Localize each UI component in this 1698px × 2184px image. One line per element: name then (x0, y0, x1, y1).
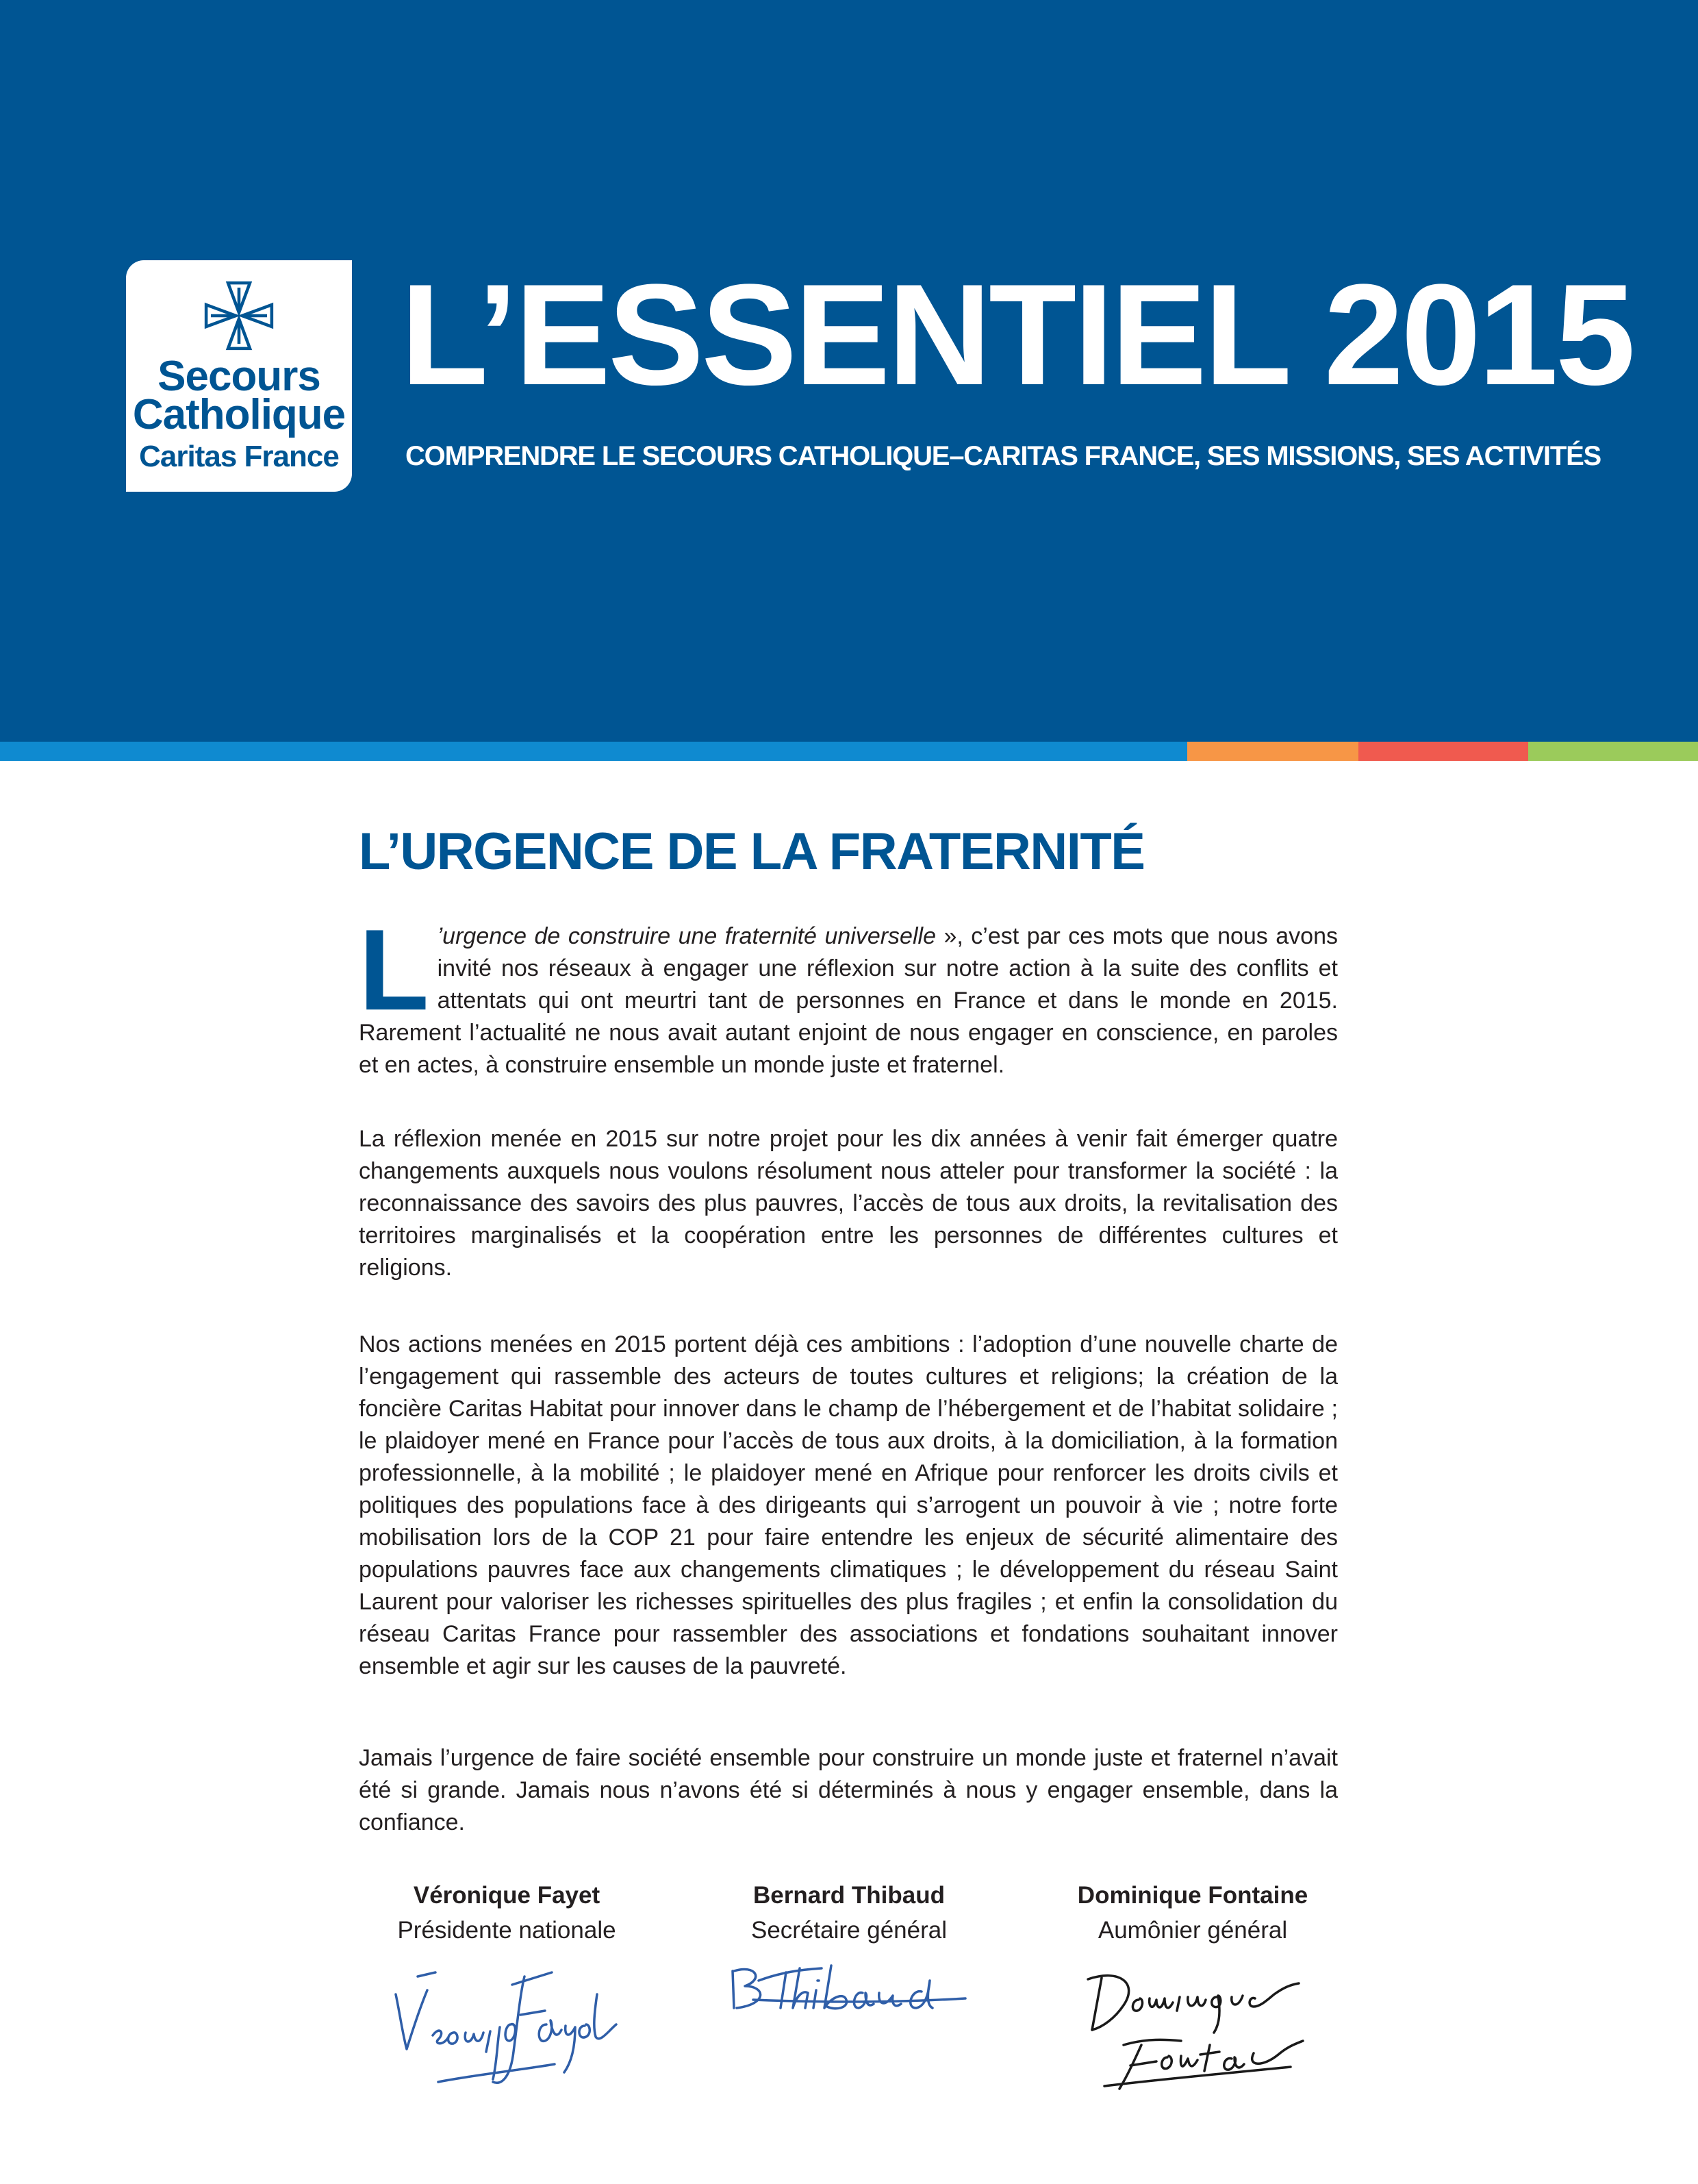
logo-text-line-3: Caritas France (139, 440, 339, 473)
signature-dominique-fontaine (1085, 1964, 1304, 2094)
signatory-3 (1022, 1878, 1364, 1948)
article-paragraph-1-text: », c’est par ces mots que nous avons invité nos réseaux à engager une réflexion sur notre action à la suite des conflits et attentats qui ont meurtri tant de personnes en France et dans le monde en 2015. Rarement l’actualité ne nous avait autant enjoint de nous engager en conscience, en paroles et en actes, à construire ensemble un monde juste et fraternel. (359, 923, 1338, 1078)
signatory-role: Aumônier général (1098, 1917, 1288, 1944)
article-title: L’URGENCE DE LA FRATERNITÉ (359, 823, 1145, 881)
article-paragraph-1 (359, 905, 1338, 1081)
maltese-cross-icon (200, 277, 278, 355)
signature-bernard-thibaud (726, 1960, 972, 2035)
logo-text-line-1: Secours (157, 353, 320, 400)
stripe-blue (0, 742, 1187, 761)
article-paragraph-2: La réflexion menée en 2015 sur notre projet pour les dix années à venir fait émerger quatre changements auxquels nous voulons résolument nous atteler pour transformer la société : la reconnaissance des savoirs des plus pauvres, l’accès de tous aux droits, la revitalisation des territoires marginalisés et la coopération entre les personnes de différentes cultures et religions. (359, 1126, 1338, 1281)
signatory-name: Véronique Fayet (413, 1882, 600, 1909)
logo-text-line-2: Catholique (132, 391, 346, 438)
article-quote: ’urgence de construire une fraternité universelle (437, 923, 936, 949)
signature-veronique-fayet (390, 1959, 623, 2096)
header-banner (0, 0, 1698, 742)
signatory-name: Dominique Fontaine (1077, 1882, 1308, 1909)
article-paragraph-3: Nos actions menées en 2015 portent déjà ces ambitions : l’adoption d’une nouvelle charte de l’engagement qui rassemble des acteurs de toutes cultures et religions; la création de la foncière Caritas Habitat pour innover dans le champ de l’hébergement et de l’habitat solidaire ; le plaidoyer mené en France pour l’accès de tous aux droits, à la domiciliation, à la formation professionnelle, à la mobilité ; le plaidoyer mené en Afrique pour renforcer les droits civils et politiques des populations face à des dirigeants qui s’arrogent un pouvoir à vie ; notre forte mobilisation lors de la COP 21 pour faire entendre les enjeux de sécurité alimentaire des populations pauvres face aux changements climatiques ; le développement du réseau Saint Laurent pour valoriser les richesses spirituelles des plus fragiles ; et enfin la consolidation du réseau Caritas France pour rassembler des associations et fondations souhaitant innover ensemble et agir sur les causes de la pauvreté. (359, 1331, 1338, 1679)
logo (126, 260, 352, 492)
page-title: L’ESSENTIEL 2015 (401, 254, 1633, 415)
signatory-name: Bernard Thibaud (752, 1882, 946, 1909)
signatory-1 (335, 1878, 678, 1948)
stripe-green (1528, 742, 1698, 761)
signatory-2 (678, 1878, 1020, 1948)
signatory-role: Secrétaire général (751, 1917, 947, 1944)
stripe-orange (1187, 742, 1358, 761)
color-stripe-bar (0, 742, 1698, 761)
drop-cap: L (359, 905, 429, 1034)
signatory-role: Présidente nationale (397, 1917, 616, 1944)
stripe-red (1358, 742, 1528, 761)
page-subtitle: COMPRENDRE LE SECOURS CATHOLIQUE–CARITAS FRANCE, SES MISSIONS, SES ACTIVITÉS (405, 441, 1601, 471)
article-paragraph-4: Jamais l’urgence de faire société ensemble pour construire un monde juste et fraternel n’avait été si grande. Jamais nous n’avons été si déterminés à nous y engager ensemble, dans la confiance. (359, 1745, 1338, 1835)
